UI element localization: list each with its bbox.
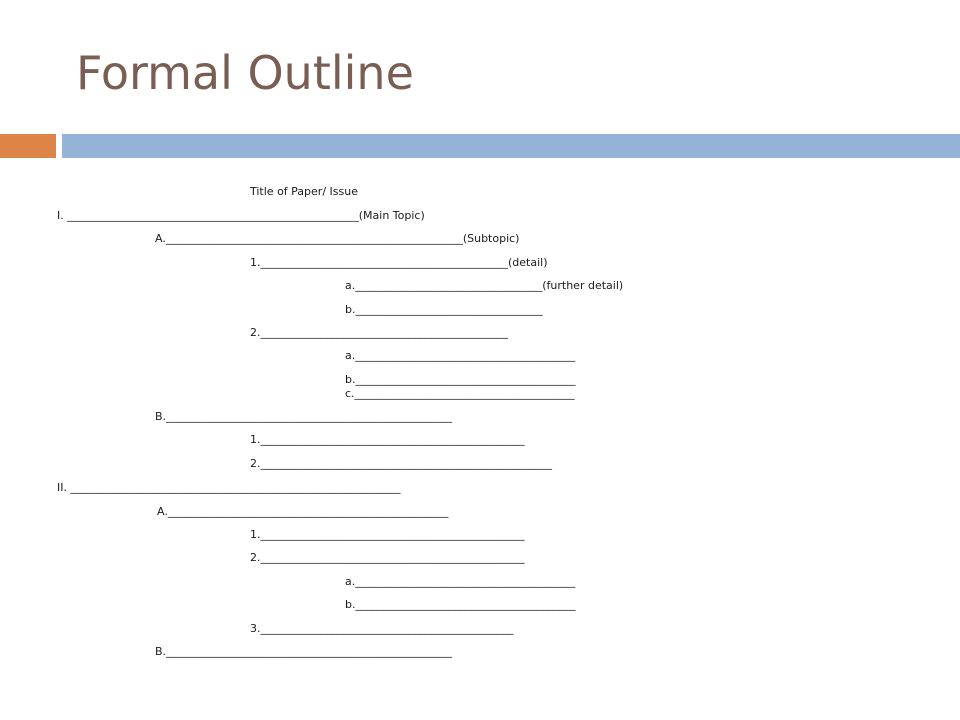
outline-subtopic-2b: B.____________________________________________________ [155,645,453,658]
outline-further-detail-1a1b: b.__________________________________ [345,303,543,316]
outline-further-detail-1a2a: a.________________________________________ [345,349,576,362]
paper-title: Title of Paper/ Issue [250,185,358,198]
outline-detail-1a2: 2._____________________________________________ [250,326,508,339]
accent-bar-orange [0,134,56,158]
outline-subtopic-1b: B.____________________________________________________ [155,410,453,423]
outline-main-topic-2: II. ____________________________________________________________ [57,481,401,494]
outline-subtopic-1a: A.______________________________________________________(Subtopic) [155,232,520,245]
outline-detail-1b1: 1.________________________________________________ [250,433,525,446]
outline-detail-2a2: 2.________________________________________________ [250,551,525,564]
slide-title: Formal Outline [76,46,414,100]
outline-detail-2a3: 3.______________________________________________ [250,622,514,635]
outline-further-detail-1a2c: c.________________________________________ [345,387,575,400]
accent-bar-blue [62,134,960,158]
outline-further-detail-1a1a: a.__________________________________(further detail) [345,279,624,292]
outline-detail-2a1: 1.________________________________________________ [250,528,525,541]
outline-main-topic-1: I. _____________________________________________________(Main Topic) [57,209,425,222]
outline-further-detail-2a2b: b.________________________________________ [345,598,576,611]
outline-further-detail-2a2a: a.________________________________________ [345,575,576,588]
outline-detail-1a1: 1._____________________________________________(detail) [250,256,548,269]
outline-subtopic-2a: A.___________________________________________________ [157,505,449,518]
outline-further-detail-1a2b: b.________________________________________ [345,373,576,386]
outline-detail-1b2: 2._____________________________________________________ [250,457,552,470]
